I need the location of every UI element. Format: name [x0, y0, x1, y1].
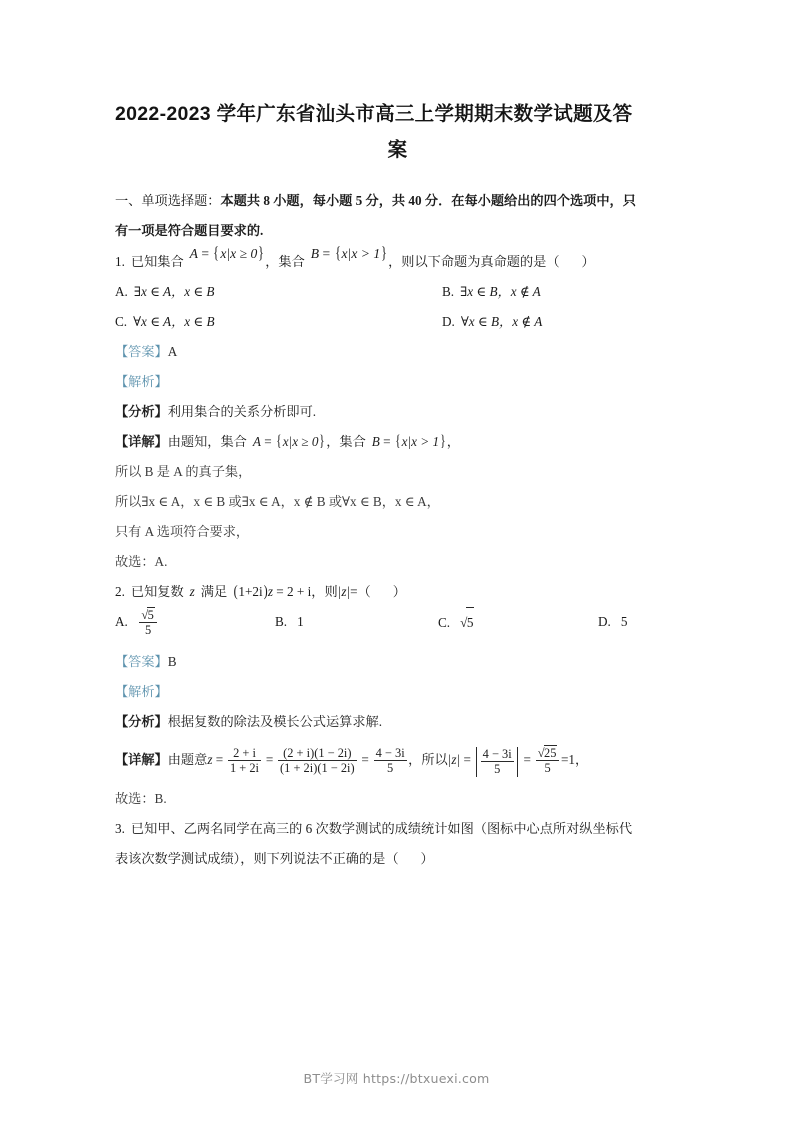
question-1-answer-value: A [167, 344, 178, 359]
question-2-xiangjie-label: 【详解】 [115, 752, 168, 767]
question-3-stem-text-1: 已知甲、乙两名同学在高三的 6 次数学测试的成绩统计如图（图标中心点所对纵坐标代 [130, 820, 633, 836]
question-2-answer-value: B [167, 654, 177, 669]
formula-abs-fraction: $\frac{4 - 3i}{5}$ [474, 738, 520, 784]
question-1-xiangjie [115, 427, 680, 457]
question-2-abs-result: |z| = $\frac{4 - 3i}{5}$ = $\frac{√25}{5}$ =1， [448, 752, 588, 767]
question-1-option-a[interactable]: A. ∃x ∈ A，x ∈ B [115, 284, 215, 299]
question-2-option-b[interactable]: B. 1 [275, 614, 304, 629]
question-2-abs-z: |z| [338, 584, 350, 599]
question-3-stem-line-1 [115, 814, 680, 844]
question-1-options-row-1 [115, 277, 680, 307]
page-title [115, 96, 680, 168]
question-1-set-a: A = {x|x ≥ 0} [189, 243, 265, 262]
question-1-fenxi [115, 397, 680, 427]
question-2-option-c-radical: √5 [460, 607, 474, 638]
formula-fraction-1: $\frac{2 + i}{1 + 2i}$ [229, 745, 260, 775]
question-3-stem-line-2 [115, 844, 680, 874]
document-content [115, 96, 680, 874]
question-2-stem [115, 577, 680, 607]
question-2-stem-after: ，则 [311, 584, 338, 599]
question-1-number: 1. [115, 254, 125, 269]
footer-watermark: BT学习网 https://btxuexi.com [303, 1071, 490, 1086]
question-2-stem-eqmark: =（ [350, 584, 371, 599]
question-2-answer [115, 647, 680, 677]
question-1-options-row-2 [115, 307, 680, 337]
question-1-option-c[interactable]: C. ∀x ∈ A，x ∈ B [115, 314, 215, 329]
question-2-fenxi-label: 【分析】 [115, 714, 168, 729]
formula-fraction-5: $\frac{√25}{5}$ [536, 745, 560, 776]
question-2-analysis-label: 【解析】 [115, 684, 168, 699]
question-2-option-d[interactable]: D. 5 [598, 614, 628, 629]
question-1-xiangjie-prefix: 由题知，集合 [167, 434, 247, 449]
question-2-option-a-fraction: $\frac{√5}{5}$ [139, 607, 157, 638]
question-2-option-c[interactable]: C. √5 [438, 607, 474, 638]
section-heading [115, 186, 680, 216]
question-1-xiangjie-suffix: ， [446, 434, 460, 449]
question-1-step-3: 只有 A 选项符合要求， [115, 524, 250, 539]
question-1-answer [115, 337, 680, 367]
formula-fraction-2: $\frac{(2 + i)(1 - 2i)}{(1 + 2i)(1 - 2i)}$ [280, 745, 355, 775]
question-2-number: 2. [115, 584, 125, 599]
question-1-stem-after: ，则以下命题为真命题的是（ [388, 254, 560, 269]
question-1-xiangjie-label: 【详解】 [115, 434, 168, 449]
question-1-analysis-label: 【解析】 [115, 374, 168, 389]
question-2-stem-before: 已知复数 [130, 584, 184, 599]
question-1-stem-close: ） [581, 254, 595, 269]
formula-result: =1， [560, 752, 589, 767]
question-2-formula: z = $\frac{2 + i}{1 + 2i}$ = $\frac{(2 + i)(1 - 2i)}{(1 + 2i)(1 - 2i)}$ = $\frac{4 - 3i}{5}$ [207, 745, 405, 775]
question-2-equation: (1+2i)z = 2 + i [233, 583, 312, 600]
question-2-step-1: 故选：B. [115, 790, 167, 806]
question-1-step-4: 故选：A. [115, 554, 168, 569]
question-1-fenxi-label: 【分析】 [115, 404, 168, 419]
question-2-variable: z [189, 584, 195, 599]
question-2-stem-close: ） [392, 584, 406, 599]
question-2-formula-tail: ，所以 [408, 752, 448, 767]
question-1-xiangjie-set-a: A = {x|x ≥ 0} [252, 433, 326, 450]
question-3-number: 3. [115, 820, 125, 836]
question-1-option-d[interactable]: D. ∀x ∈ B，x ∉ A [442, 314, 543, 329]
section-heading-lead: 一、单项选择题： [115, 193, 221, 208]
question-1-stem [115, 243, 680, 277]
question-2-xiangjie-prefix: 由题意 [167, 752, 208, 767]
question-1-xiangjie-mid: ，集合 [326, 434, 366, 449]
question-1-xiangjie-set-b: B = {x|x > 1} [371, 433, 446, 450]
question-1-option-b[interactable]: B. ∃x ∈ B，x ∉ A [442, 284, 541, 299]
section-heading-body: 本题共 8 小题，每小题 5 分，共 40 分．在每小题给出的四个选项中，只 [220, 193, 636, 208]
page-title-line-2: 案 [387, 139, 408, 161]
question-2-fenxi [115, 707, 680, 737]
page-title-line-1: 2022-2023 学年广东省汕头市高三上学期期末数学试题及答 [115, 103, 633, 125]
question-1-fenxi-text: 利用集合的关系分析即可. [167, 404, 317, 419]
section-heading-body-2: 有一项是符合题目要求的. [115, 223, 264, 238]
question-2-fenxi-text: 根据复数的除法及模长公式运算求解. [167, 714, 383, 729]
question-2-answer-label: 【答案】 [115, 654, 168, 669]
question-1-step-1: 所以 B 是 A 的真子集， [115, 464, 252, 479]
question-1-step-2: 所以∃x ∈ A，x ∈ B 或∃x ∈ A，x ∉ B 或∀x ∈ B，x ∈ A， [115, 494, 440, 509]
question-2-option-a[interactable]: A. $\frac{√5}{5}$ [115, 607, 158, 638]
question-1-set-b: B = {x|x > 1} [310, 243, 387, 262]
question-2-xiangjie [115, 737, 680, 784]
question-1-stem-before: 已知集合 [130, 254, 184, 269]
question-2-stem-mid: 满足 [200, 584, 228, 599]
question-1-answer-label: 【答案】 [115, 344, 168, 359]
section-heading-continued [115, 216, 680, 246]
question-3-stem-text-2: 表该次数学测试成绩），则下列说法不正确的是（ [115, 850, 399, 866]
formula-fraction-3: $\frac{4 - 3i}{5}$ [375, 745, 405, 775]
question-3-stem-close: ） [420, 850, 434, 866]
question-1-stem-mid: ，集合 [265, 254, 305, 269]
question-2-options-row [115, 607, 680, 647]
